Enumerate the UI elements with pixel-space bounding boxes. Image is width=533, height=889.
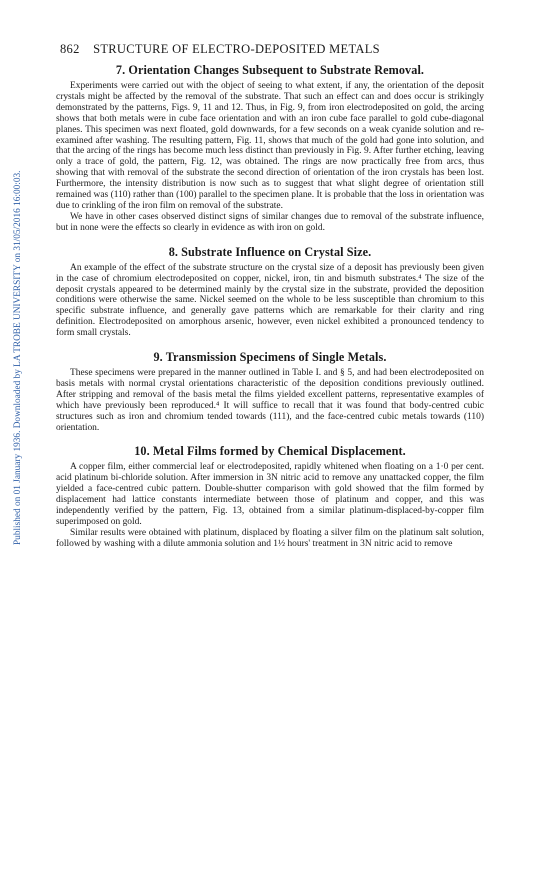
section-7-paragraph-1: Experiments were carried out with the object of seeing to what extent, if any, the orientation of the deposit crystals might be affected by the removal of the substrate. That such an effect can and does occur is strikingly demonstrated by the patterns, Figs. 9, 11 and 12. Thus, in Fig. 9, from iron electrodeposited on gold, the arcing shows that both metals were in cube face orientation and with an iron cube face parallel to gold cube-diagonal planes. This specimen was next floated, gold downwards, for a few seconds on a weak cyanide solution and re-examined after washing. The resulting pattern, Fig. 11, shows that much of the gold had gone into solution, and that the arcing of the rings has become much less distinct than previously in Fig. 9. After further etching, leaving only a trace of gold, the pattern, Fig. 12, was obtained. The rings are now practically free from arcs, thus showing that with removal of the substrate the second direction of orientation of the iron crystals has been lost. Furthermore, the intensity distribution is now such as to suggest that what slight degree of orientation still remained was (110) rather than (100) parallel to the specimen plane. It is probable that the loss in orientation was due to crinkling of the iron film on removal of the substrate. [56, 81, 484, 211]
section-7 [56, 63, 484, 234]
section-9 [56, 350, 484, 433]
page-body [56, 42, 484, 550]
download-notice-sidebar [2, 0, 24, 889]
running-title: STRUCTURE OF ELECTRO-DEPOSITED METALS [93, 42, 380, 56]
page-number: 862 [60, 42, 80, 56]
section-9-paragraph-1: These specimens were prepared in the manner outlined in Table I. and § 5, and had been electrodeposited on basis metals with normal crystal orientations characteristic of the deposition conditions previously outlined. After stripping and removal of the basis metal the films yielded excellent patterns, representative examples of which have previously been reproduced.⁴ It will suffice to recall that it was found that body-centred cubic structures such as iron and chromium tended towards (111), and the face-centred cubic metals towards (110) orientation. [56, 368, 484, 433]
section-10-heading: 10. Metal Films formed by Chemical Displacement. [134, 444, 406, 459]
section-7-heading: 7. Orientation Changes Subsequent to Substrate Removal. [115, 63, 425, 77]
section-10 [56, 444, 484, 549]
section-10-paragraph-1: A copper film, either commercial leaf or electrodeposited, rapidly whitened when floating on a 1·0 per cent. acid platinum bi-chloride solution. After immersion in 3N nitric acid to remove any unattacked copper, the film yielded a face-centred cubic pattern. Double-shutter comparison with gold showed that the film formed by displacement had lattice constants intermediate between those of platinum and copper, and this was independently verified by the pattern, Fig. 13, obtained from a similar platinum-displaced-by-copper film superimposed on gold. [56, 462, 484, 527]
running-header [60, 42, 484, 57]
section-8-heading: 8. Substrate Influence on Crystal Size. [168, 244, 372, 259]
section-8 [56, 245, 484, 339]
section-9-heading: 9. Transmission Specimens of Single Metals. [153, 350, 387, 365]
section-7-paragraph-2: We have in other cases observed distinct signs of similar changes due to removal of the substrate influence, but in none were the effects so clearly in evidence as with iron on gold. [56, 211, 484, 233]
download-notice-text: Published on 01 January 1936. Downloaded by LA TROBE UNIVERSITY on 31/05/2016 16:00:03. [13, 170, 23, 545]
section-8-paragraph-1: An example of the effect of the substrate structure on the crystal size of a deposit has previously been given in the case of chromium electrodeposited on copper, nickel, iron, tin and bismuth substrates.⁴ The size of the deposit crystals appeared to be determined mainly by the crystal size in the substrate, provided the deposition conditions were otherwise the same. Nickel seemed on the whole to be less susceptible than chromium to this specific substrate influence, and generally gave patterns which are remarkable for their clarity and ring definition. Electrodeposited on amorphous arsenic, however, even nickel exhibited a pronounced tendency to form small crystals. [56, 262, 484, 339]
section-10-paragraph-2: Similar results were obtained with platinum, displaced by floating a silver film on the platinum salt solution, followed by washing with a dilute ammonia solution and 1½ hours' treatment in 3N nitric acid to remove [56, 527, 484, 549]
